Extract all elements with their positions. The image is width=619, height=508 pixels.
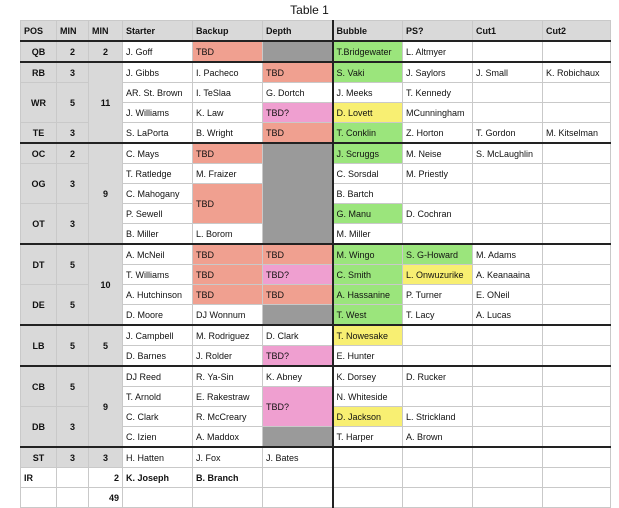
min-total-cell: 5 bbox=[89, 325, 123, 366]
cut2-cell bbox=[543, 305, 611, 326]
backup-cell: B. Wright bbox=[193, 123, 263, 144]
backup-cell: TBD bbox=[193, 244, 263, 265]
bubble-cell: T. Harper bbox=[333, 427, 403, 448]
ps-cell bbox=[403, 447, 473, 468]
table-row bbox=[21, 488, 611, 508]
backup-cell: I. TeSlaa bbox=[193, 83, 263, 103]
cut2-cell bbox=[543, 143, 611, 164]
cut1-cell bbox=[473, 427, 543, 448]
bubble-cell: C. Sorsdal bbox=[333, 164, 403, 184]
bubble-cell: N. Whiteside bbox=[333, 387, 403, 407]
min-cell: 3 bbox=[57, 407, 89, 448]
bubble-cell bbox=[333, 488, 403, 508]
min-cell: 3 bbox=[57, 447, 89, 468]
bubble-cell: J. Scruggs bbox=[333, 143, 403, 164]
cut2-cell bbox=[543, 488, 611, 508]
pos-cell: CB bbox=[21, 366, 57, 407]
bubble-cell: B. Bartch bbox=[333, 184, 403, 204]
min-cell: 3 bbox=[57, 123, 89, 144]
starter-cell: B. Miller bbox=[123, 224, 193, 245]
cut1-cell bbox=[473, 488, 543, 508]
cut2-cell bbox=[543, 244, 611, 265]
depth-cell: TBD? bbox=[263, 265, 333, 285]
starter-cell: A. McNeil bbox=[123, 244, 193, 265]
min-total-cell: 3 bbox=[89, 447, 123, 468]
ps-cell bbox=[403, 184, 473, 204]
min-total-cell: 2 bbox=[89, 41, 123, 62]
min-cell: 5 bbox=[57, 366, 89, 407]
bubble-cell bbox=[333, 447, 403, 468]
cut1-cell: A. Keanaaina bbox=[473, 265, 543, 285]
min-total-cell: 9 bbox=[89, 366, 123, 447]
cut2-cell bbox=[543, 204, 611, 224]
bubble-cell: J. Meeks bbox=[333, 83, 403, 103]
pos-cell: OT bbox=[21, 204, 57, 245]
starter-cell: D. Barnes bbox=[123, 346, 193, 367]
header-cell: Backup bbox=[193, 21, 263, 42]
starter-cell: J. Campbell bbox=[123, 325, 193, 346]
backup-cell: TBD bbox=[193, 143, 263, 164]
depth-cell: J. Bates bbox=[263, 447, 333, 468]
ps-cell bbox=[403, 325, 473, 346]
depth-cell: TBD bbox=[263, 285, 333, 305]
ps-cell bbox=[403, 387, 473, 407]
starter-cell: J. Gibbs bbox=[123, 62, 193, 83]
header-cell: Cut2 bbox=[543, 21, 611, 42]
bubble-cell: T. Nowesake bbox=[333, 325, 403, 346]
cut1-cell bbox=[473, 184, 543, 204]
cut1-cell bbox=[473, 224, 543, 245]
bubble-cell: T. West bbox=[333, 305, 403, 326]
min-total-cell: 9 bbox=[89, 143, 123, 244]
backup-cell: R. McCreary bbox=[193, 407, 263, 427]
backup-cell: M. Rodriguez bbox=[193, 325, 263, 346]
header-cell: Depth bbox=[263, 21, 333, 42]
header-row bbox=[21, 21, 611, 42]
starter-cell: P. Sewell bbox=[123, 204, 193, 224]
pos-cell: OG bbox=[21, 164, 57, 204]
pos-cell: TE bbox=[21, 123, 57, 144]
backup-cell: M. Fraizer bbox=[193, 164, 263, 184]
header-cell: MIN bbox=[57, 21, 89, 42]
table-row bbox=[21, 366, 611, 387]
header-cell: Starter bbox=[123, 21, 193, 42]
ps-cell: L. Strickland bbox=[403, 407, 473, 427]
cut1-cell: E. ONeil bbox=[473, 285, 543, 305]
starter-cell: T. Arnold bbox=[123, 387, 193, 407]
pos-cell: WR bbox=[21, 83, 57, 123]
backup-cell: E. Rakestraw bbox=[193, 387, 263, 407]
bubble-cell: K. Dorsey bbox=[333, 366, 403, 387]
starter-cell bbox=[123, 488, 193, 508]
min-cell: 3 bbox=[57, 204, 89, 245]
cut1-cell: S. McLaughlin bbox=[473, 143, 543, 164]
min-cell: 3 bbox=[57, 62, 89, 83]
ps-cell bbox=[403, 224, 473, 245]
bubble-cell: T. Conklin bbox=[333, 123, 403, 144]
starter-cell: T. Ratledge bbox=[123, 164, 193, 184]
cut1-cell bbox=[473, 387, 543, 407]
cut2-cell bbox=[543, 447, 611, 468]
bubble-cell: C. Smith bbox=[333, 265, 403, 285]
backup-cell: TBD bbox=[193, 265, 263, 285]
cut1-cell: T. Gordon bbox=[473, 123, 543, 144]
ps-cell bbox=[403, 468, 473, 488]
ps-cell bbox=[403, 346, 473, 367]
starter-cell: D. Moore bbox=[123, 305, 193, 326]
table-row bbox=[21, 143, 611, 164]
depth-cell: K. Abney bbox=[263, 366, 333, 387]
starter-cell: K. Joseph bbox=[123, 468, 193, 488]
ps-cell: A. Brown bbox=[403, 427, 473, 448]
bubble-cell: M. Wingo bbox=[333, 244, 403, 265]
cut1-cell bbox=[473, 204, 543, 224]
grand-total-cell: 49 bbox=[89, 488, 123, 508]
backup-cell: L. Borom bbox=[193, 224, 263, 245]
depth-cell: G. Dortch bbox=[263, 83, 333, 103]
table-row bbox=[21, 244, 611, 265]
min-cell: 5 bbox=[57, 244, 89, 285]
min-total-cell: 2 bbox=[89, 468, 123, 488]
cut2-cell bbox=[543, 407, 611, 427]
backup-cell: A. Maddox bbox=[193, 427, 263, 448]
backup-cell: R. Ya-Sin bbox=[193, 366, 263, 387]
cut2-cell bbox=[543, 285, 611, 305]
cut1-cell bbox=[473, 407, 543, 427]
cut2-cell bbox=[543, 83, 611, 103]
min-cell: 5 bbox=[57, 83, 89, 123]
cut2-cell bbox=[543, 184, 611, 204]
depth-cell: TBD? bbox=[263, 346, 333, 367]
depth-cell: TBD? bbox=[263, 103, 333, 123]
cut2-cell bbox=[543, 427, 611, 448]
depth-cell bbox=[263, 143, 333, 244]
cut1-cell bbox=[473, 164, 543, 184]
min-cell bbox=[57, 468, 89, 488]
ps-cell: D. Cochran bbox=[403, 204, 473, 224]
bubble-cell bbox=[333, 468, 403, 488]
starter-cell: S. LaPorta bbox=[123, 123, 193, 144]
bubble-cell: D. Lovett bbox=[333, 103, 403, 123]
cut2-cell: K. Robichaux bbox=[543, 62, 611, 83]
cut1-cell bbox=[473, 83, 543, 103]
ps-cell: P. Turner bbox=[403, 285, 473, 305]
backup-cell: TBD bbox=[193, 184, 263, 224]
ps-cell: D. Rucker bbox=[403, 366, 473, 387]
min-total-cell: 10 bbox=[89, 244, 123, 325]
ps-cell: MCunningham bbox=[403, 103, 473, 123]
depth-cell: TBD bbox=[263, 244, 333, 265]
min-cell: 2 bbox=[57, 143, 89, 164]
depth-cell: TBD bbox=[263, 123, 333, 144]
table-row bbox=[21, 468, 611, 488]
bubble-cell: T.Bridgewater bbox=[333, 41, 403, 62]
backup-cell: I. Pacheco bbox=[193, 62, 263, 83]
depth-chart-table bbox=[20, 20, 611, 508]
pos-cell: RB bbox=[21, 62, 57, 83]
ps-cell: M. Priestly bbox=[403, 164, 473, 184]
cut2-cell bbox=[543, 366, 611, 387]
bubble-cell: M. Miller bbox=[333, 224, 403, 245]
table-row bbox=[21, 325, 611, 346]
table-title: Table 1 bbox=[290, 3, 329, 17]
pos-cell: DE bbox=[21, 285, 57, 326]
bubble-cell: A. Hassanine bbox=[333, 285, 403, 305]
min-total-cell: 11 bbox=[89, 62, 123, 143]
pos-cell: QB bbox=[21, 41, 57, 62]
bubble-cell: D. Jackson bbox=[333, 407, 403, 427]
depth-cell bbox=[263, 488, 333, 508]
ps-cell: L. Onwuzurike bbox=[403, 265, 473, 285]
ps-cell bbox=[403, 488, 473, 508]
cut1-cell bbox=[473, 103, 543, 123]
backup-cell: J. Rolder bbox=[193, 346, 263, 367]
cut1-cell bbox=[473, 325, 543, 346]
cut2-cell: M. Kitselman bbox=[543, 123, 611, 144]
depth-cell: D. Clark bbox=[263, 325, 333, 346]
ps-cell: T. Kennedy bbox=[403, 83, 473, 103]
backup-cell: B. Branch bbox=[193, 468, 263, 488]
min-cell: 5 bbox=[57, 325, 89, 366]
cut1-cell: A. Lucas bbox=[473, 305, 543, 326]
pos-cell: DT bbox=[21, 244, 57, 285]
table-row bbox=[21, 447, 611, 468]
starter-cell: A. Hutchinson bbox=[123, 285, 193, 305]
cut2-cell bbox=[543, 41, 611, 62]
table-row bbox=[21, 41, 611, 62]
cut1-cell bbox=[473, 468, 543, 488]
min-cell: 3 bbox=[57, 164, 89, 204]
starter-cell: J. Goff bbox=[123, 41, 193, 62]
cut2-cell bbox=[543, 387, 611, 407]
ps-cell: L. Altmyer bbox=[403, 41, 473, 62]
ps-cell: S. G-Howard bbox=[403, 244, 473, 265]
backup-cell: TBD bbox=[193, 285, 263, 305]
header-cell: POS bbox=[21, 21, 57, 42]
backup-cell: J. Fox bbox=[193, 447, 263, 468]
depth-cell bbox=[263, 427, 333, 448]
starter-cell: T. Williams bbox=[123, 265, 193, 285]
table-row bbox=[21, 62, 611, 83]
bubble-cell: E. Hunter bbox=[333, 346, 403, 367]
starter-cell: C. Mays bbox=[123, 143, 193, 164]
cut1-cell bbox=[473, 366, 543, 387]
pos-cell: IR bbox=[21, 468, 57, 488]
depth-cell: TBD? bbox=[263, 387, 333, 427]
backup-cell: DJ Wonnum bbox=[193, 305, 263, 326]
starter-cell: C. Izien bbox=[123, 427, 193, 448]
starter-cell: DJ Reed bbox=[123, 366, 193, 387]
cut2-cell bbox=[543, 224, 611, 245]
cut1-cell: M. Adams bbox=[473, 244, 543, 265]
cut2-cell bbox=[543, 325, 611, 346]
bubble-cell: G. Manu bbox=[333, 204, 403, 224]
header-cell: Bubble bbox=[333, 21, 403, 42]
starter-cell: J. Williams bbox=[123, 103, 193, 123]
pos-cell: ST bbox=[21, 447, 57, 468]
depth-cell bbox=[263, 41, 333, 62]
starter-cell: C. Clark bbox=[123, 407, 193, 427]
cut1-cell bbox=[473, 41, 543, 62]
starter-cell: H. Hatten bbox=[123, 447, 193, 468]
depth-cell bbox=[263, 305, 333, 326]
backup-cell bbox=[193, 488, 263, 508]
cut2-cell bbox=[543, 346, 611, 367]
cut1-cell: J. Small bbox=[473, 62, 543, 83]
cut2-cell bbox=[543, 265, 611, 285]
pos-cell: OC bbox=[21, 143, 57, 164]
bubble-cell: S. Vaki bbox=[333, 62, 403, 83]
min-cell: 5 bbox=[57, 285, 89, 326]
pos-cell: LB bbox=[21, 325, 57, 366]
header-cell: PS? bbox=[403, 21, 473, 42]
header-cell: MIN bbox=[89, 21, 123, 42]
depth-cell bbox=[263, 468, 333, 488]
cut2-cell bbox=[543, 468, 611, 488]
ps-cell: Z. Horton bbox=[403, 123, 473, 144]
cut1-cell bbox=[473, 346, 543, 367]
backup-cell: TBD bbox=[193, 41, 263, 62]
cut2-cell bbox=[543, 164, 611, 184]
header-cell: Cut1 bbox=[473, 21, 543, 42]
cut2-cell bbox=[543, 103, 611, 123]
depth-cell: TBD bbox=[263, 62, 333, 83]
ps-cell: M. Neise bbox=[403, 143, 473, 164]
starter-cell: C. Mahogany bbox=[123, 184, 193, 204]
ps-cell: J. Saylors bbox=[403, 62, 473, 83]
min-cell bbox=[57, 488, 89, 508]
starter-cell: AR. St. Brown bbox=[123, 83, 193, 103]
pos-cell bbox=[21, 488, 57, 508]
cut1-cell bbox=[473, 447, 543, 468]
ps-cell: T. Lacy bbox=[403, 305, 473, 326]
backup-cell: K. Law bbox=[193, 103, 263, 123]
pos-cell: DB bbox=[21, 407, 57, 448]
min-cell: 2 bbox=[57, 41, 89, 62]
